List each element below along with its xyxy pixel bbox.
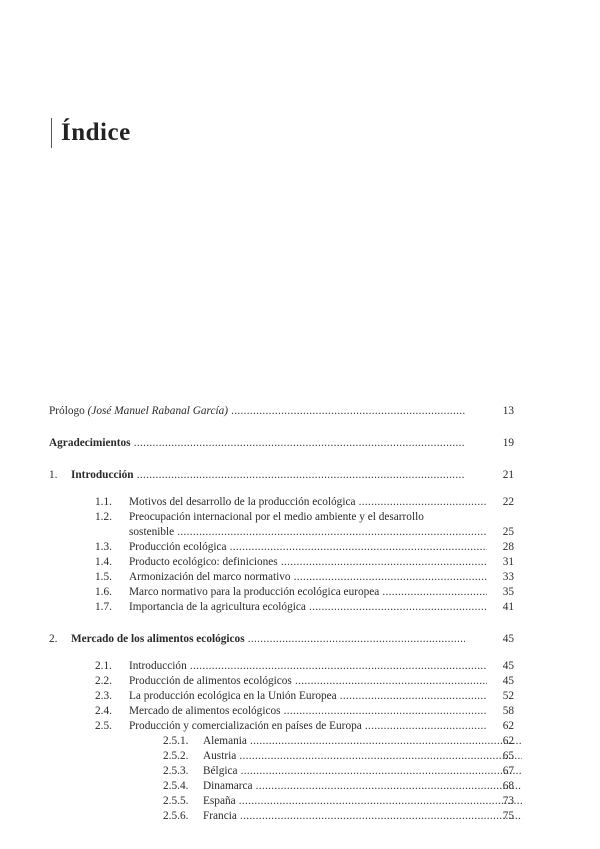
toc-entry-prologo[interactable] <box>49 404 519 419</box>
chapter-title: Mercado de los alimentos ecológicos <box>71 633 245 645</box>
toc-entry-label: Prólogo <box>49 405 85 417</box>
subsection-number: 2.5.2. <box>163 749 203 764</box>
toc-subsection[interactable] <box>49 734 519 749</box>
section-number: 1.3. <box>95 540 129 555</box>
section-title: Producción y comercialización en países de Europa <box>129 720 362 732</box>
toc-page-number: 31 <box>502 556 514 568</box>
toc-section[interactable] <box>49 570 519 585</box>
toc-page-number: 25 <box>502 526 514 538</box>
section-title: Armonización del marco normativo <box>129 571 291 583</box>
toc-page-number: 67 <box>502 765 514 777</box>
toc-page-number: 13 <box>502 405 514 417</box>
toc-section[interactable] <box>49 689 519 704</box>
section-number: 2.1. <box>95 659 129 674</box>
section-number: 1.7. <box>95 600 129 615</box>
section-title: Preocupación internacional por el medio ambiente y el desarrollo <box>129 511 424 523</box>
toc-page-number: 19 <box>502 437 514 449</box>
toc-section[interactable] <box>49 585 519 600</box>
toc-section-continuation[interactable] <box>49 525 519 540</box>
subsection-title: Dinamarca <box>203 780 253 792</box>
section-number: 1.5. <box>95 570 129 585</box>
toc-section[interactable] <box>49 704 519 719</box>
subsection-title: España <box>203 795 236 807</box>
subsection-number: 2.5.3. <box>163 764 203 779</box>
subsection-number: 2.5.6. <box>163 809 203 824</box>
toc-page-number: 45 <box>502 675 514 687</box>
subsection-title: Alemania <box>203 735 247 747</box>
toc-entry-label: Agradecimientos <box>49 437 131 449</box>
subsection-title: Bélgica <box>203 765 238 777</box>
subsection-title: Francia <box>203 810 237 822</box>
section-number: 2.5. <box>95 719 129 734</box>
section-title: Introducción <box>129 660 187 672</box>
section-title: Producto ecológico: definiciones <box>129 556 278 568</box>
chapter-number: 1. <box>49 468 71 483</box>
toc-chapter-2[interactable] <box>49 632 519 647</box>
toc-section[interactable] <box>49 555 519 570</box>
header-rule <box>51 118 52 148</box>
section-number: 1.2. <box>95 510 129 525</box>
toc-page-number: 75 <box>502 810 514 822</box>
toc-section[interactable] <box>49 495 519 510</box>
section-title: Mercado de alimentos ecológicos <box>129 705 281 717</box>
toc-page-number: 33 <box>502 571 514 583</box>
section-number: 1.6. <box>95 585 129 600</box>
toc-subsection[interactable] <box>49 764 519 779</box>
chapter-title: Introducción <box>71 469 134 481</box>
toc-page-number: 35 <box>502 586 514 598</box>
subsection-number: 2.5.5. <box>163 794 203 809</box>
toc-page-number: 22 <box>502 496 514 508</box>
toc-page-number: 45 <box>502 633 514 645</box>
toc-page-number: 62 <box>502 720 514 732</box>
toc-page-number: 68 <box>502 780 514 792</box>
toc-page-number: 28 <box>502 541 514 553</box>
section-title: Marco normativo para la producción ecológica europea <box>129 586 380 598</box>
toc-section[interactable] <box>49 540 519 555</box>
toc-page-number: 45 <box>502 660 514 672</box>
section-number: 2.2. <box>95 674 129 689</box>
toc-page-number: 52 <box>502 690 514 702</box>
section-title-continued: sostenible <box>129 526 175 538</box>
subsection-number: 2.5.4. <box>163 779 203 794</box>
toc-page-number: 65 <box>502 750 514 762</box>
toc-chapter-1[interactable] <box>49 468 519 483</box>
table-of-contents <box>49 404 519 824</box>
toc-subsection[interactable] <box>49 794 519 809</box>
toc-page-number: 62 <box>502 735 514 747</box>
section-number: 1.1. <box>95 495 129 510</box>
toc-section[interactable] <box>49 510 519 525</box>
chapter-number: 2. <box>49 632 71 647</box>
subsection-title: Austria <box>203 750 237 762</box>
toc-subsection[interactable] <box>49 779 519 794</box>
toc-section[interactable] <box>49 600 519 615</box>
section-title: Producción de alimentos ecológicos <box>129 675 292 687</box>
toc-section[interactable] <box>49 659 519 674</box>
toc-entry-agradecimientos[interactable] <box>49 436 519 451</box>
toc-page-number: 73 <box>502 795 514 807</box>
toc-entry-author: (José Manuel Rabanal García) <box>87 405 229 417</box>
toc-subsection[interactable] <box>49 809 519 824</box>
section-number: 2.4. <box>95 704 129 719</box>
section-title: Producción ecológica <box>129 541 227 553</box>
subsection-number: 2.5.1. <box>163 734 203 749</box>
toc-page-number: 21 <box>502 469 514 481</box>
page-header <box>51 118 131 148</box>
toc-page-number: 41 <box>502 601 514 613</box>
section-title: Motivos del desarrollo de la producción ecológica <box>129 496 356 508</box>
section-title: Importancia de la agricultura ecológica <box>129 601 306 613</box>
toc-subsection[interactable] <box>49 749 519 764</box>
section-title: La producción ecológica en la Unión Europea <box>129 690 337 702</box>
section-number: 2.3. <box>95 689 129 704</box>
toc-section[interactable] <box>49 674 519 689</box>
section-number: 1.4. <box>95 555 129 570</box>
toc-page-number: 58 <box>502 705 514 717</box>
toc-section[interactable] <box>49 719 519 734</box>
page-title: Índice <box>61 119 131 146</box>
